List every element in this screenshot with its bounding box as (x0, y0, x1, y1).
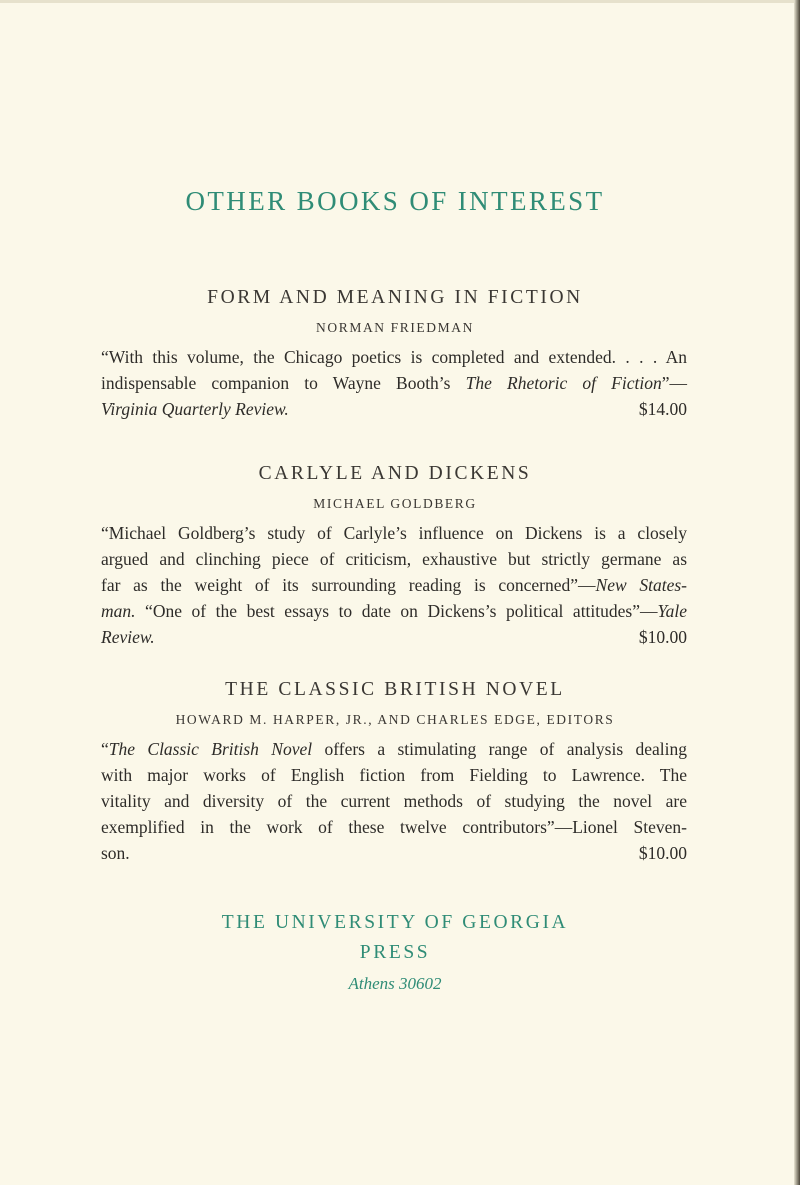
book-price: $10.00 (638, 843, 687, 863)
blurb-italic-text: The Rhetoric of Fiction (465, 373, 662, 393)
book-author: NORMAN FRIEDMAN (316, 320, 474, 335)
blurb-text: far as the weight of its surrounding reading is concerned”— (101, 575, 596, 595)
blurb-text: son. (101, 843, 130, 863)
blurb-text: ”— (661, 373, 687, 393)
book-price: $14.00 (638, 399, 687, 419)
blurb-text: “One of the best essays to date on Dickens’s political attitudes”— (135, 601, 658, 621)
book-title: THE CLASSIC BRITISH NOVEL (225, 679, 565, 700)
blurb-line (101, 624, 687, 650)
blurb-line (101, 520, 687, 546)
blurb-text: “With this volume, the Chicago poetics is completed and extended. . . . An (101, 347, 687, 367)
blurb-line (101, 572, 687, 598)
blurb-italic-text: man. (101, 601, 136, 621)
blurb-text: argued and clinching piece of criticism, exhaustive but strictly germane as (101, 549, 687, 569)
blurb-italic-text: New States- (595, 575, 687, 595)
book-blurb (101, 344, 687, 422)
blurb-italic-text: Yale (657, 601, 687, 621)
blurb-text: vitality and diversity of the current methods of studying the novel are (101, 791, 687, 811)
book-author: HOWARD M. HARPER, JR., AND CHARLES EDGE, EDITORS (175, 712, 615, 727)
blurb-text: “Michael Goldberg’s study of Carlyle’s influence on Dickens is a closely (101, 523, 687, 543)
blurb-italic-text: Virginia Quarterly Review. (101, 399, 289, 419)
book-price: $10.00 (638, 627, 687, 647)
blurb-text: exemplified in the work of these twelve contributors”—Lionel Steven- (101, 817, 687, 837)
blurb-line (101, 396, 687, 422)
book-blurb (101, 520, 687, 650)
book-title: CARLYLE AND DICKENS (258, 463, 532, 484)
publisher-city: Athens 30602 (348, 974, 442, 993)
blurb-line (101, 370, 687, 396)
blurb-italic-text: Review. (101, 627, 155, 647)
page-right-edge (794, 0, 800, 1185)
blurb-line (101, 736, 687, 762)
blurb-line (101, 546, 687, 572)
blurb-text: “ (101, 739, 109, 759)
blurb-text: indispensable companion to Wayne Booth’s (101, 373, 466, 393)
blurb-line (101, 344, 687, 370)
book-title: FORM AND MEANING IN FICTION (207, 287, 583, 308)
blurb-italic-text: The Classic British Novel (108, 739, 313, 759)
publisher-name-line2: PRESS (359, 942, 431, 963)
page-top-edge (0, 0, 800, 3)
blurb-text: offers a stimulating range of analysis dealing (312, 739, 688, 759)
book-blurb (101, 736, 687, 866)
publisher-name: THE UNIVERSITY OF GEORGIA (221, 912, 569, 933)
blurb-line (101, 762, 687, 788)
page-heading: OTHER BOOKS OF INTEREST (185, 186, 605, 216)
blurb-line (101, 598, 687, 624)
blurb-line (101, 840, 687, 866)
blurb-line (101, 814, 687, 840)
book-author: MICHAEL GOLDBERG (313, 496, 477, 511)
blurb-line (101, 788, 687, 814)
blurb-text: with major works of English fiction from Fielding to Lawrence. The (101, 765, 687, 785)
